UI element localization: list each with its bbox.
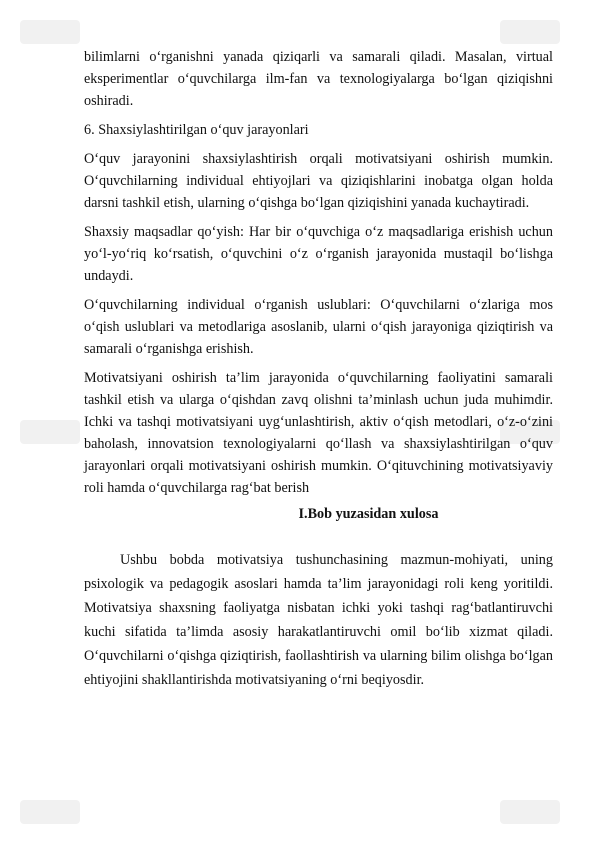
paragraph-personal-goals: Shaxsiy maqsadlar qo‘yish: Har bir o‘quvchiga o‘z maqsadlariga erishish uchun yo‘l-yo‘riq ko‘rsatish, o‘quvchini o‘z o‘rganish jarayonida mustaqil bo‘lishga undaydi. [84,224,553,284]
paragraph-conclusion: Ushbu bobda motivatsiya tushunchasining mazmun-mohiyati, uning psixologik va pedagogik asoslari hamda ta’lim jarayonidagi roli keng yoritildi. Motivatsiya shaxsning faoliyatga nisbatan ichki yoki tashqi rag‘batlantiruvchi kuchi sifatida ta’limda asosiy harakatlantiruvchi omil bo‘lib xizmat qiladi. O‘quvchilarni o‘qishga qiziqtirish, faollashtirish va ularning bilim olishga bo‘lgan ehtiyojini shakllantirishda motivatsiyaning o‘rni beqiyosdir. [84,552,553,688]
paragraph-personalization: O‘quv jarayonini shaxsiylashtirish orqali motivatsiyani oshirish mumkin. O‘quvchilarning individual ehtiyojlari va qiziqishlarini inobatga olgan holda darsni tashkil etish, ularning o‘qishga bo‘lgan qiziqishini yanada kuchaytiradi. [84,151,553,211]
chapter-conclusion-heading: I.Bob yuzasidan xulosa [298,506,439,522]
paragraph-intro: bilimlarni o‘rganishni yanada qiziqarli va samarali qiladi. Masalan, virtual eksperimentlar o‘quvchilarga ilm-fan va texnologiyalarga bo‘lgan qiziqishni oshiradi. [84,49,553,109]
section-heading-6: 6. Shaxsiylashtirilgan o‘quv jarayonlari [84,122,309,138]
document-page [84,46,553,692]
paragraph-motivation-summary: Motivatsiyani oshirish ta’lim jarayonida o‘quvchilarning faoliyatini samarali tashkil etish va ularga o‘qishdan zavq olishni ta’minlash uchun juda muhimdir. Ichki va tashqi motivatsiyani uyg‘unlashtirish, aktiv o‘qish metodlari, o‘z-o‘zini baholash, innovatsion texnologiyalarni qo‘llash va shaxsiylashtirilgan o‘quv jarayonlari orqali motivatsiyani oshirish mumkin. O‘qituvchining motivatsiyaviy roli hamda o‘quvchilarga rag‘bat berish [84,370,553,496]
paragraph-learning-styles: O‘quvchilarning individual o‘rganish uslublari: O‘quvchilarni o‘zlariga mos o‘qish uslublari va metodlariga asoslanib, ularni o‘qish jarayoniga qiziqtirish va samarali o‘rganishga erishish. [84,297,553,357]
